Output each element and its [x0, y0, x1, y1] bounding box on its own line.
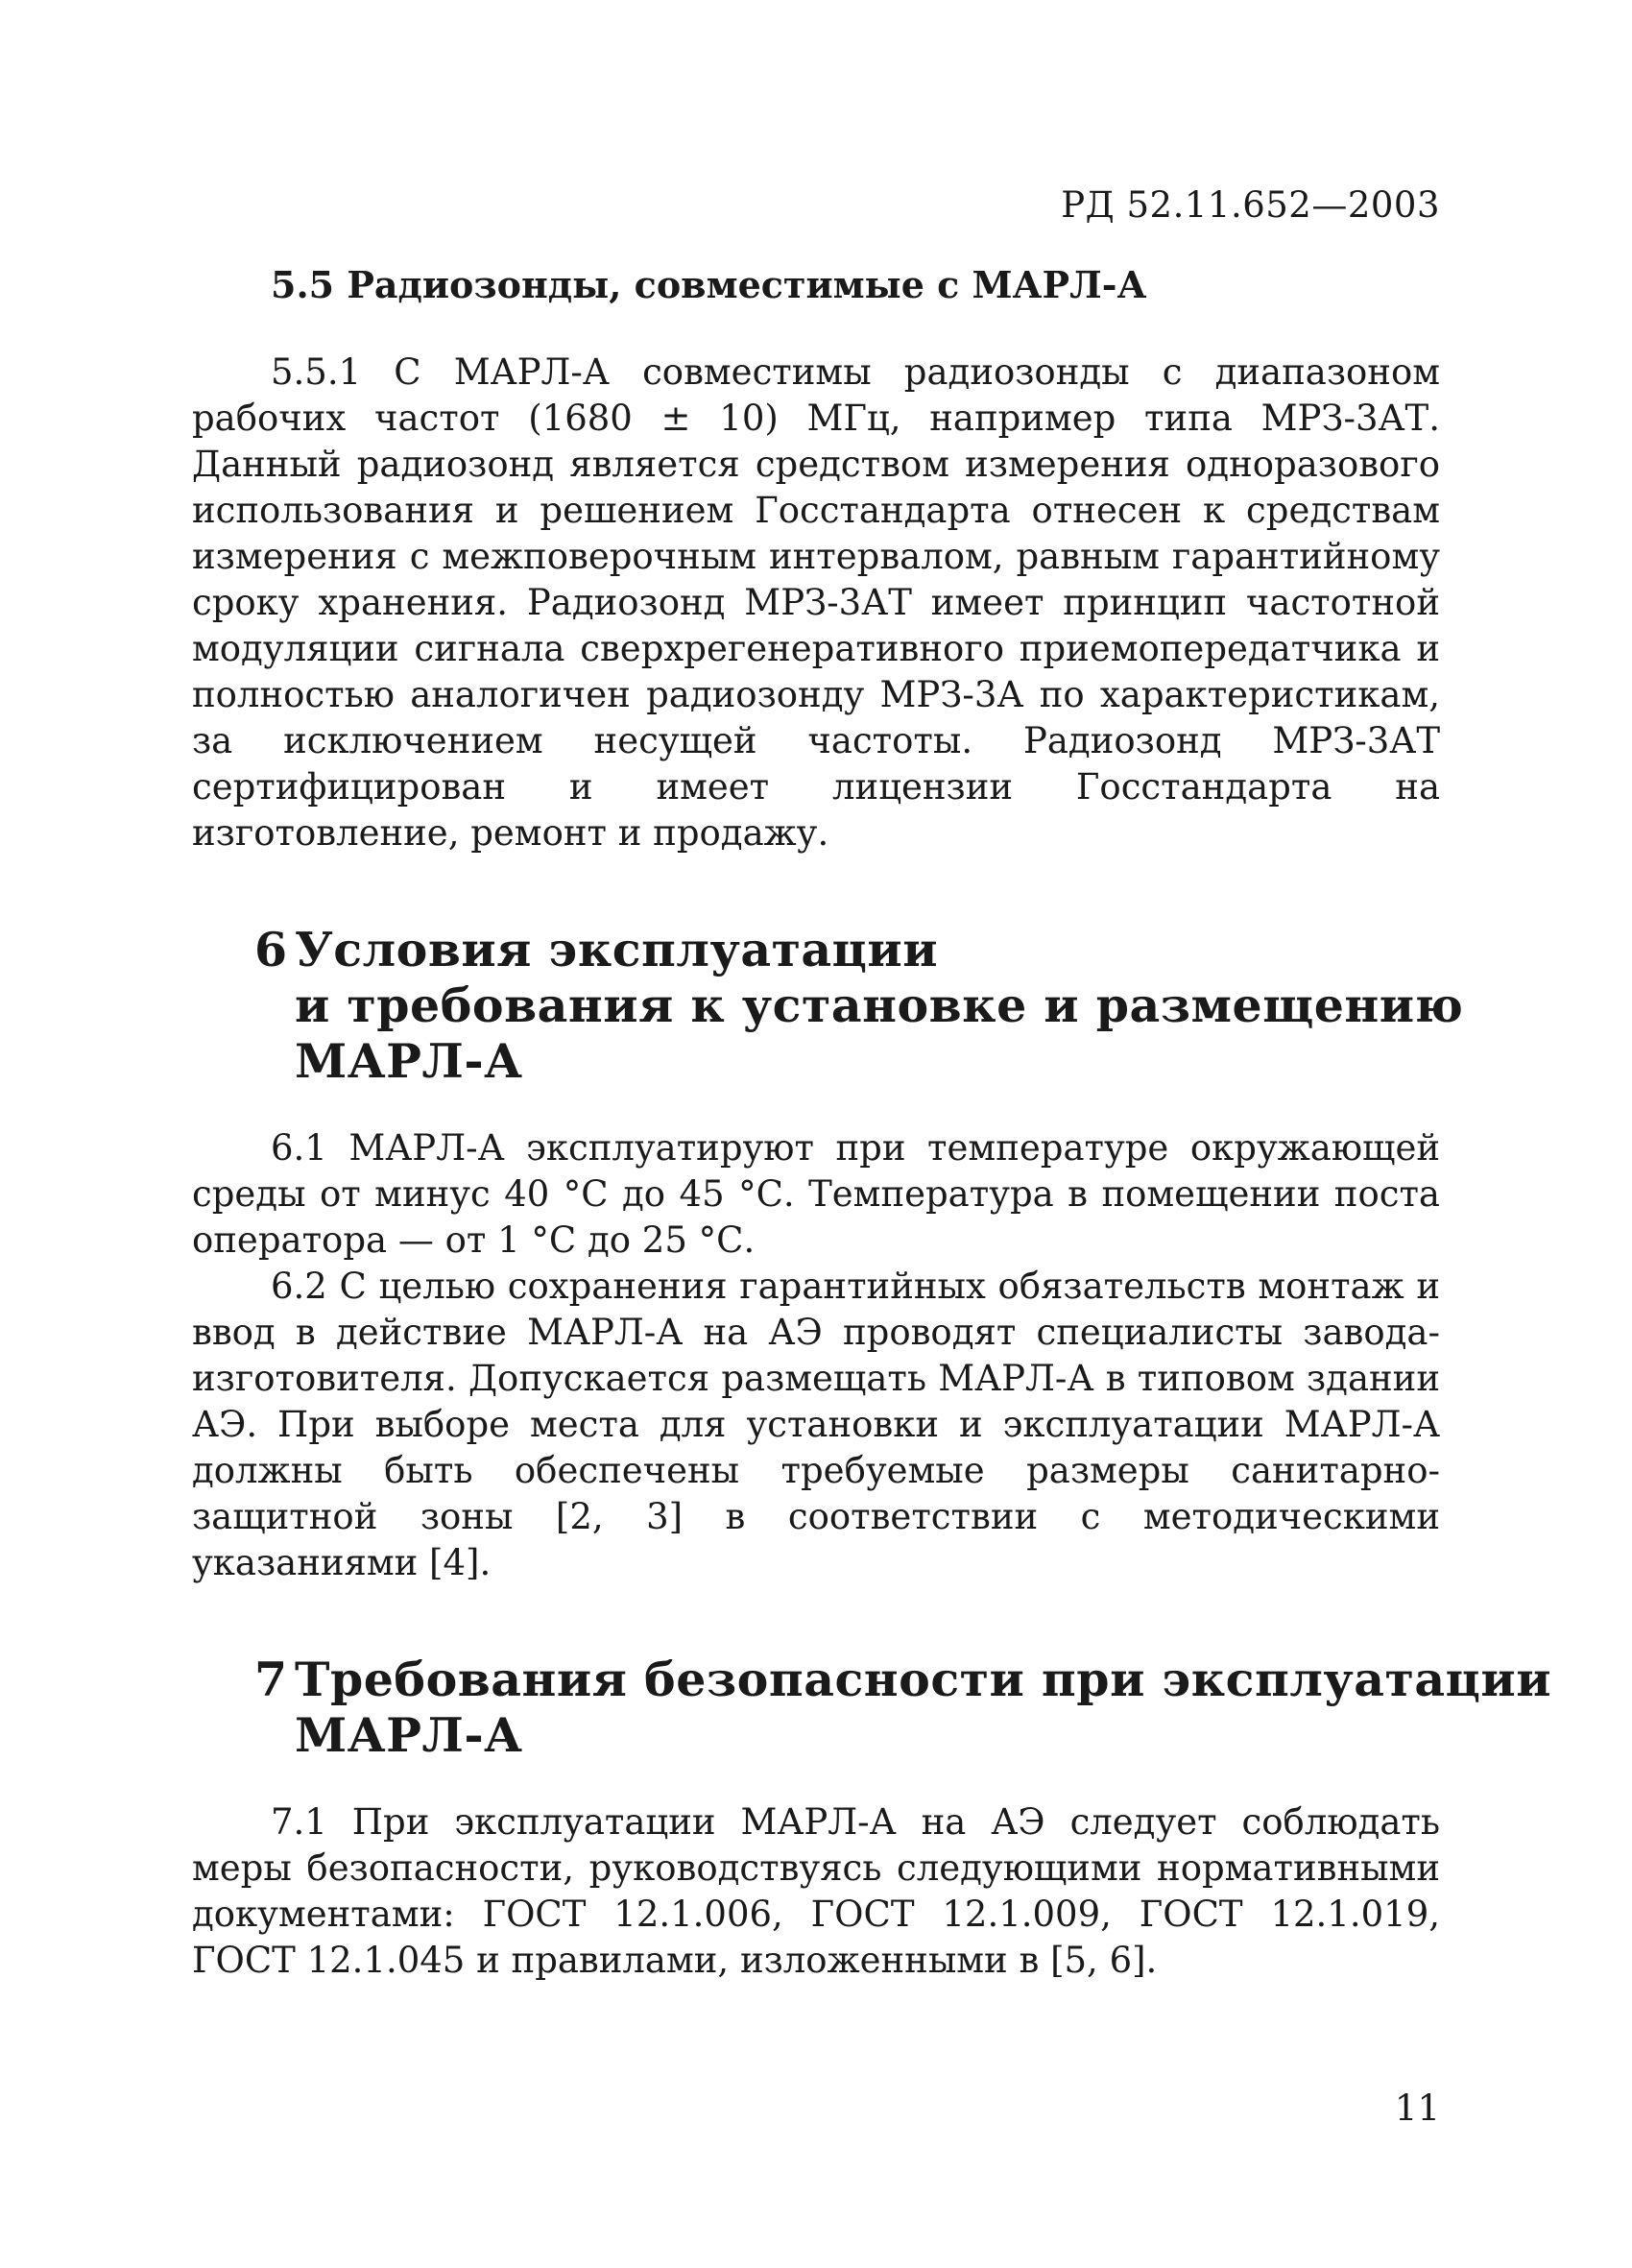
- section-7-heading-line-1: [254, 1652, 1551, 1707]
- section-5-5-heading: 5.5 Радиозонды, совместимые с МАРЛ-А: [271, 263, 1147, 306]
- page-number: 11: [1394, 2087, 1440, 2129]
- section-7-number: 7: [254, 1652, 288, 1707]
- section-6-title-line-2: и требования к установке и размещению: [295, 977, 1464, 1033]
- section-6-number: 6: [254, 922, 288, 977]
- section-6-heading: [254, 922, 1463, 1089]
- paragraph-6-2: 6.2 С целью сохранения гарантийных обязательств монтаж и ввод в действие МАРЛ-А на АЭ проводят специалисты завода-изготовителя. Допускается размещать МАРЛ-А в типовом здании АЭ. При выборе места для установки и эксплуатации МАРЛ-А должны быть обеспечены требуемые размеры санитарно-защитной зоны [2, 3] в соответствии с методическими указаниями [4].: [192, 1266, 1440, 1583]
- paragraph-5-5-1: 5.5.1 С МАРЛ-А совместимы радиозонды с диапазоном рабочих частот (1680 ± 10) МГц, например типа МРЗ-3АТ. Данный радиозонд является средством измерения одноразового использования и решением Госстандарта отнесен к средствам измерения с межповерочным интервалом, равным гарантийному сроку хранения. Радиозонд МРЗ-3АТ имеет принцип частотной модуляции сигнала сверхрегенеративного приемопередатчика и полностью аналогичен радиозонду МРЗ-3А по характеристикам, за исключением несущей частоты. Радиозонд МРЗ-3АТ сертифицирован и имеет лицензии Госстандарта на изготовление, ремонт и продажу.: [192, 351, 1440, 854]
- section-7-title-line-2: МАРЛ-А: [295, 1707, 523, 1763]
- section-6-title-line-1: Условия эксплуатации: [295, 922, 939, 977]
- section-6-title-line-3: МАРЛ-А: [295, 1033, 523, 1089]
- paragraph-7-1: 7.1 При эксплуатации МАРЛ-А на АЭ следует соблюдать меры безопасности, руководствуясь следующими нормативными документами: ГОСТ 12.1.006, ГОСТ 12.1.009, ГОСТ 12.1.019, ГОСТ 12.1.045 и правилами, изложенными в [5, 6].: [192, 1801, 1440, 1981]
- section-6-heading-line-1: [254, 922, 1463, 977]
- section-7-heading: [254, 1652, 1551, 1763]
- section-7-title-line-1: Требования безопасности при эксплуатации: [295, 1652, 1552, 1707]
- document-page: [192, 0, 1552, 2268]
- document-code: РД 52.11.652—2003: [1061, 184, 1440, 226]
- paragraph-6-1: 6.1 МАРЛ-А эксплуатируют при температуре окружающей среды от минус 40 °С до 45 °С. Температура в помещении поста оператора — от 1 °С до 25 °С.: [192, 1127, 1440, 1261]
